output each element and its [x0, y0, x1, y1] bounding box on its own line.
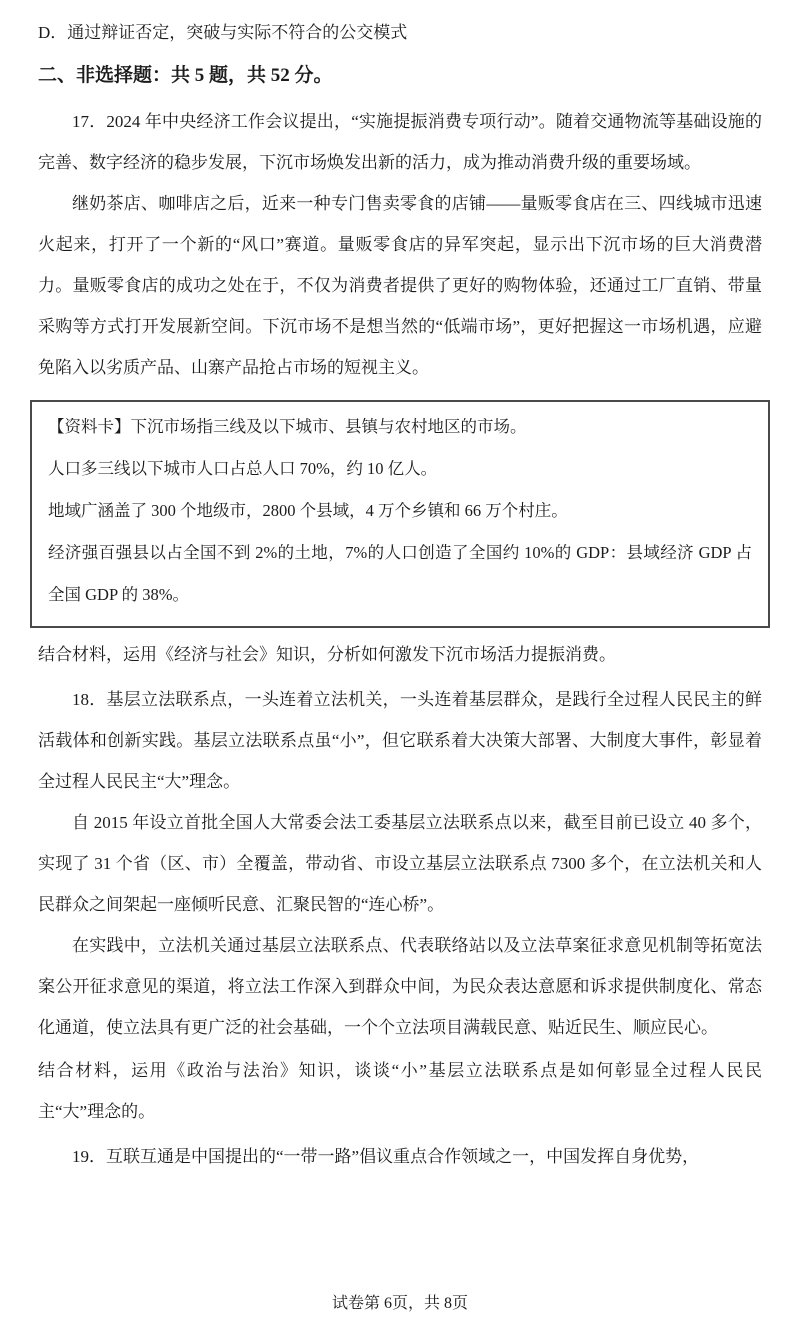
- question-18: [38, 679, 762, 1132]
- question-18-paragraph-2: 自 2015 年设立首批全国人大常委会法工委基层立法联系点以来，截至目前已设立 40 多个，实现了 31 个省（区、市）全覆盖，带动省、市设立基层立法联系点 7300 多个，在立法机关和人民群众之间架起一座倾听民意、汇聚民智的“连心桥”。: [38, 813, 762, 914]
- option-d-text: D．通过辩证否定，突破与实际不符合的公交模式: [38, 23, 408, 42]
- material-card-line-4: 经济强百强县以占全国不到 2%的土地，7%的人口创造了全国约 10%的 GDP：县域经济 GDP 占全国 GDP 的 38%。: [48, 543, 752, 604]
- question-17: [38, 101, 762, 675]
- question-19: [38, 1136, 762, 1177]
- material-card: [30, 400, 770, 628]
- section-title: 二、非选择题：共 5 题，共 52 分。: [38, 65, 333, 86]
- question-17-paragraph-2: 继奶茶店、咖啡店之后，近来一种专门售卖零食的店铺——量贩零食店在三、四线城市迅速火起来，打开了一个新的“风口”赛道。量贩零食店的异军突起，显示出下沉市场的巨大消费潜力。量贩零食店的成功之处在于，不仅为消费者提供了更好的购物体验，还通过工厂直销、带量采购等方式打开发展新空间。下沉市场不是想当然的“低端市场”，更好把握这一市场机遇，应避免陷入以劣质产品、山寨产品抢占市场的短视主义。: [38, 194, 762, 377]
- question-18-task: 结合材料，运用《政治与法治》知识，谈谈“小”基层立法联系点是如何彰显全过程人民民主“大”理念的。: [38, 1061, 762, 1121]
- material-card-line-2: 人口多三线以下城市人口占总人口 70%，约 10 亿人。: [48, 459, 438, 478]
- material-card-line-1: 【资料卡】下沉市场指三线及以下城市、县镇与农村地区的市场。: [48, 417, 527, 436]
- question-18-paragraph-3: 在实践中，立法机关通过基层立法联系点、代表联络站以及立法草案征求意见机制等拓宽法案公开征求意见的渠道，将立法工作深入到群众中间，为民众表达意愿和诉求提供制度化、常态化通道，使立法具有更广泛的社会基础，一个个立法项目满载民意、贴近民生、顺应民心。: [38, 936, 762, 1037]
- material-card-line-3: 地域广涵盖了 300 个地级市，2800 个县域，4 万个乡镇和 66 万个村庄。: [48, 501, 568, 520]
- question-18-paragraph-1: 18．基层立法联系点，一头连着立法机关，一头连着基层群众，是践行全过程人民民主的鲜活载体和创新实践。基层立法联系点虽“小”，但它联系着大决策大部署、大制度大事件，彰显着全过程人民民主“大”理念。: [38, 690, 762, 791]
- page-footer: 试卷第 6页，共 8页: [331, 1295, 468, 1312]
- question-19-paragraph-1: 19．互联互通是中国提出的“一带一路”倡议重点合作领域之一，中国发挥自身优势，: [72, 1147, 700, 1166]
- question-17-paragraph-1: 17．2024 年中央经济工作会议提出，“实施提振消费专项行动”。随着交通物流等基础设施的完善、数字经济的稳步发展，下沉市场焕发出新的活力，成为推动消费升级的重要场域。: [38, 112, 762, 172]
- question-17-task: 结合材料，运用《经济与社会》知识，分析如何激发下沉市场活力提振消费。: [38, 645, 616, 664]
